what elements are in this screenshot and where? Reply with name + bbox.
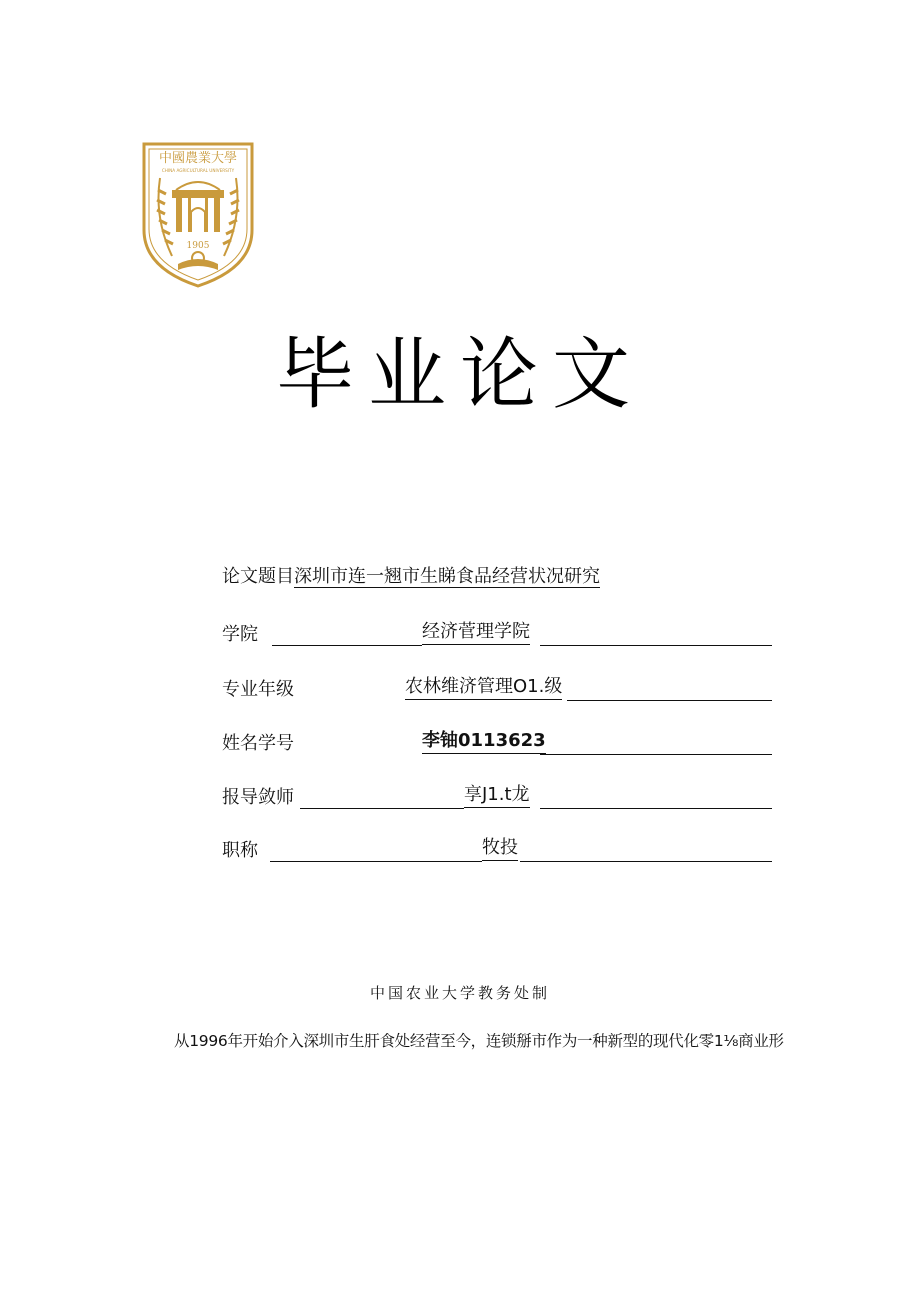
page-title: 毕业论文 xyxy=(275,330,644,420)
field-value: 李铀0113623 xyxy=(422,729,546,754)
field-value: 享J1.t龙 xyxy=(464,783,530,808)
field-underline xyxy=(540,808,772,809)
field-college xyxy=(222,620,772,650)
field-underline xyxy=(540,754,772,755)
field-major-grade xyxy=(222,675,772,705)
field-label: 职称 xyxy=(222,840,258,861)
field-label: 报导敛师 xyxy=(222,787,294,808)
issuing-office: 中国农业大学教务处制 xyxy=(369,984,550,1002)
logo-year: 1905 xyxy=(186,241,210,251)
field-label: 学院 xyxy=(222,624,258,645)
field-advisor xyxy=(222,783,772,813)
topic-value: 深圳市连一翘市生睇食品经营状况研究 xyxy=(294,566,600,587)
field-label: 专业年级 xyxy=(222,679,294,700)
field-name-id xyxy=(222,729,772,759)
field-label: 姓名学号 xyxy=(222,733,294,754)
logo-name-en: CHINA AGRICULTURAL UNIVERSITY xyxy=(161,168,235,173)
field-underline xyxy=(520,861,772,862)
field-underline xyxy=(540,645,772,646)
field-underline xyxy=(272,645,422,646)
field-value: 牧投 xyxy=(482,836,518,861)
field-value: 经济菅理学院 xyxy=(422,620,530,645)
topic-label: 论文题目 xyxy=(222,566,294,587)
field-title xyxy=(222,836,772,866)
thesis-topic-row xyxy=(222,562,600,588)
intro-text: 从1996年开始介入深圳市生肝食处经营至今，连锁掰市作为一种新型的现代化零1⅛商业形 xyxy=(174,1032,784,1050)
field-value: 农林维济管理O1.级 xyxy=(405,675,562,700)
emblem-icon xyxy=(138,138,258,290)
field-underline xyxy=(300,808,464,809)
logo-name-cn: 中國農業大學 xyxy=(158,151,238,166)
field-underline xyxy=(270,861,482,862)
university-logo xyxy=(138,138,258,290)
field-underline xyxy=(567,700,772,701)
